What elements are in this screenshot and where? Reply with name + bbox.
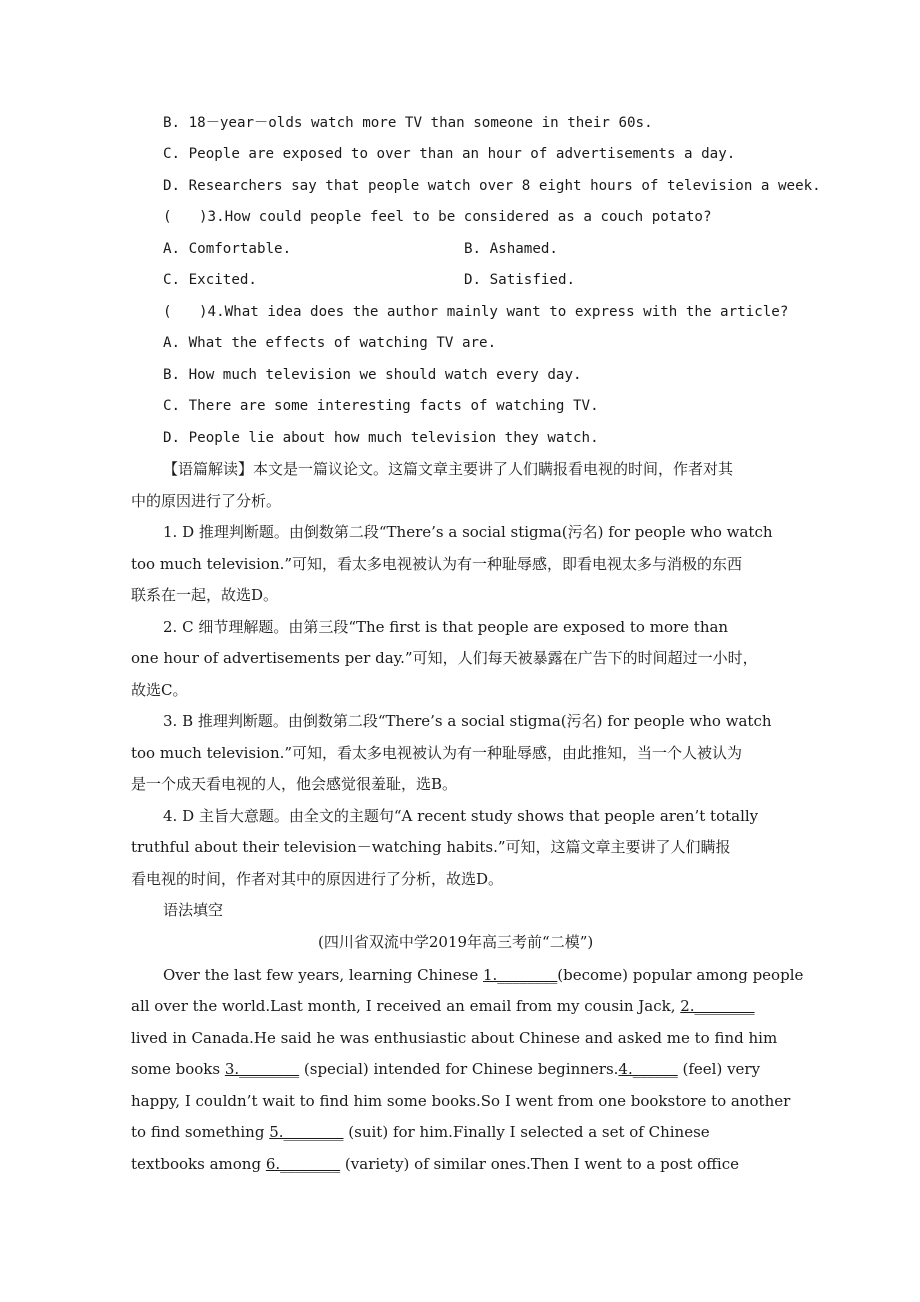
passage-text: (suit) for him.Finally I selected a set of Chinese — [343, 1123, 710, 1141]
q3-option-c: C. Excited. — [163, 272, 257, 288]
blank-1[interactable]: 1.________ — [482, 966, 558, 984]
answer-2-line2: one hour of advertisements per day.”可知，人们每天被暴露在广告下的时间超过一小时， — [131, 649, 758, 667]
passage-text: (feel) very — [677, 1060, 761, 1078]
blank-5[interactable]: 5.________ — [269, 1123, 344, 1141]
answer-3-line2: too much television.”可知，看太多电视被认为有一种耻辱感，由此推知，当一个人被认为 — [131, 744, 743, 762]
q2-option-b: B. 18－year－olds watch more TV than someone in their 60s. — [163, 115, 653, 131]
answer-paren-close: ) — [199, 304, 208, 320]
q3-option-a: A. Comfortable. — [163, 241, 292, 257]
answer-paren-open: ( — [163, 209, 172, 225]
q4-stem — [163, 302, 788, 322]
answer-2-line1: 2. C 细节理解题。由第三段“The first is that people are exposed to more than — [163, 618, 729, 636]
q2-option-d: D. Researchers say that people watch over 8 eight hours of television a week. — [163, 178, 821, 194]
q3-stem — [163, 207, 712, 227]
passage-text: to find something — [131, 1123, 270, 1141]
passage-text: Over the last few years, learning Chinese — [163, 966, 483, 984]
analysis-intro-line2: 中的原因进行了分析。 — [131, 492, 282, 510]
passage-line-6 — [131, 1122, 710, 1142]
passage-text: (become) popular among people — [557, 966, 804, 984]
answer-4-line1: 4. D 主旨大意题。由全文的主题句“A recent study shows that people aren’t totally — [163, 807, 759, 825]
passage-line-5: happy, I couldn’t wait to find him some books.So I went from one bookstore to another — [131, 1092, 791, 1110]
section-heading: 语法填空 — [163, 901, 224, 919]
blank-4[interactable]: 4.______ — [618, 1060, 678, 1078]
answer-1-line2: too much television.”可知，看太多电视被认为有一种耻辱感，即看电视太多与消极的东西 — [131, 555, 743, 573]
q3-stem-text: 3.How could people feel to be considered as a couch potato? — [207, 209, 712, 225]
answer-1-line3: 联系在一起，故选D。 — [131, 586, 279, 604]
passage-line-4 — [131, 1059, 760, 1079]
answer-paren-close: ) — [199, 209, 208, 225]
answer-2-line3: 故选C。 — [131, 681, 188, 699]
q4-stem-text: 4.What idea does the author mainly want to express with the article? — [207, 304, 789, 320]
answer-4-line3: 看电视的时间，作者对其中的原因进行了分析，故选D。 — [131, 870, 504, 888]
source-note: (四川省双流中学2019年高三考前“二模”) — [318, 933, 594, 951]
q4-option-b: B. How much television we should watch every day. — [163, 367, 582, 383]
passage-text: (variety) of similar ones.Then I went to a post office — [340, 1155, 740, 1173]
answer-3-line3: 是一个成天看电视的人，他会感觉很羞耻，选B。 — [131, 775, 458, 793]
passage-line-3: lived in Canada.He said he was enthusiastic about Chinese and asked me to find him — [131, 1029, 778, 1047]
passage-text: textbooks among — [131, 1155, 266, 1173]
passage-text: (special) intended for Chinese beginners. — [299, 1060, 619, 1078]
q3-option-b: B. Ashamed. — [464, 241, 558, 257]
answer-4-line2: truthful about their television－watching habits.”可知，这篇文章主要讲了人们瞒报 — [131, 838, 731, 856]
passage-line-2 — [131, 996, 755, 1016]
q4-option-c: C. There are some interesting facts of watching TV. — [163, 398, 599, 414]
answer-paren-open: ( — [163, 304, 172, 320]
passage-text: all over the world.Last month, I received an email from my cousin Jack, — [131, 997, 681, 1015]
answer-1-line1: 1. D 推理判断题。由倒数第二段“There’s a social stigma(污名) for people who watch — [163, 523, 773, 541]
q2-option-c: C. People are exposed to over than an hour of advertisements a day. — [163, 146, 736, 162]
blank-2[interactable]: 2.________ — [680, 997, 755, 1015]
blank-3[interactable]: 3.________ — [224, 1060, 300, 1078]
blank-6[interactable]: 6.________ — [265, 1155, 341, 1173]
analysis-intro-line1: 【语篇解读】本文是一篇议论文。这篇文章主要讲了人们瞒报看电视的时间，作者对其 — [163, 460, 734, 478]
q4-option-a: A. What the effects of watching TV are. — [163, 335, 497, 351]
passage-line-1 — [163, 965, 803, 985]
q3-option-d: D. Satisfied. — [464, 272, 576, 288]
passage-line-7 — [131, 1154, 739, 1174]
answer-3-line1: 3. B 推理判断题。由倒数第二段“There’s a social stigma(污名) for people who watch — [163, 712, 772, 730]
q4-option-d: D. People lie about how much television they watch. — [163, 430, 599, 446]
passage-text: some books — [131, 1060, 225, 1078]
